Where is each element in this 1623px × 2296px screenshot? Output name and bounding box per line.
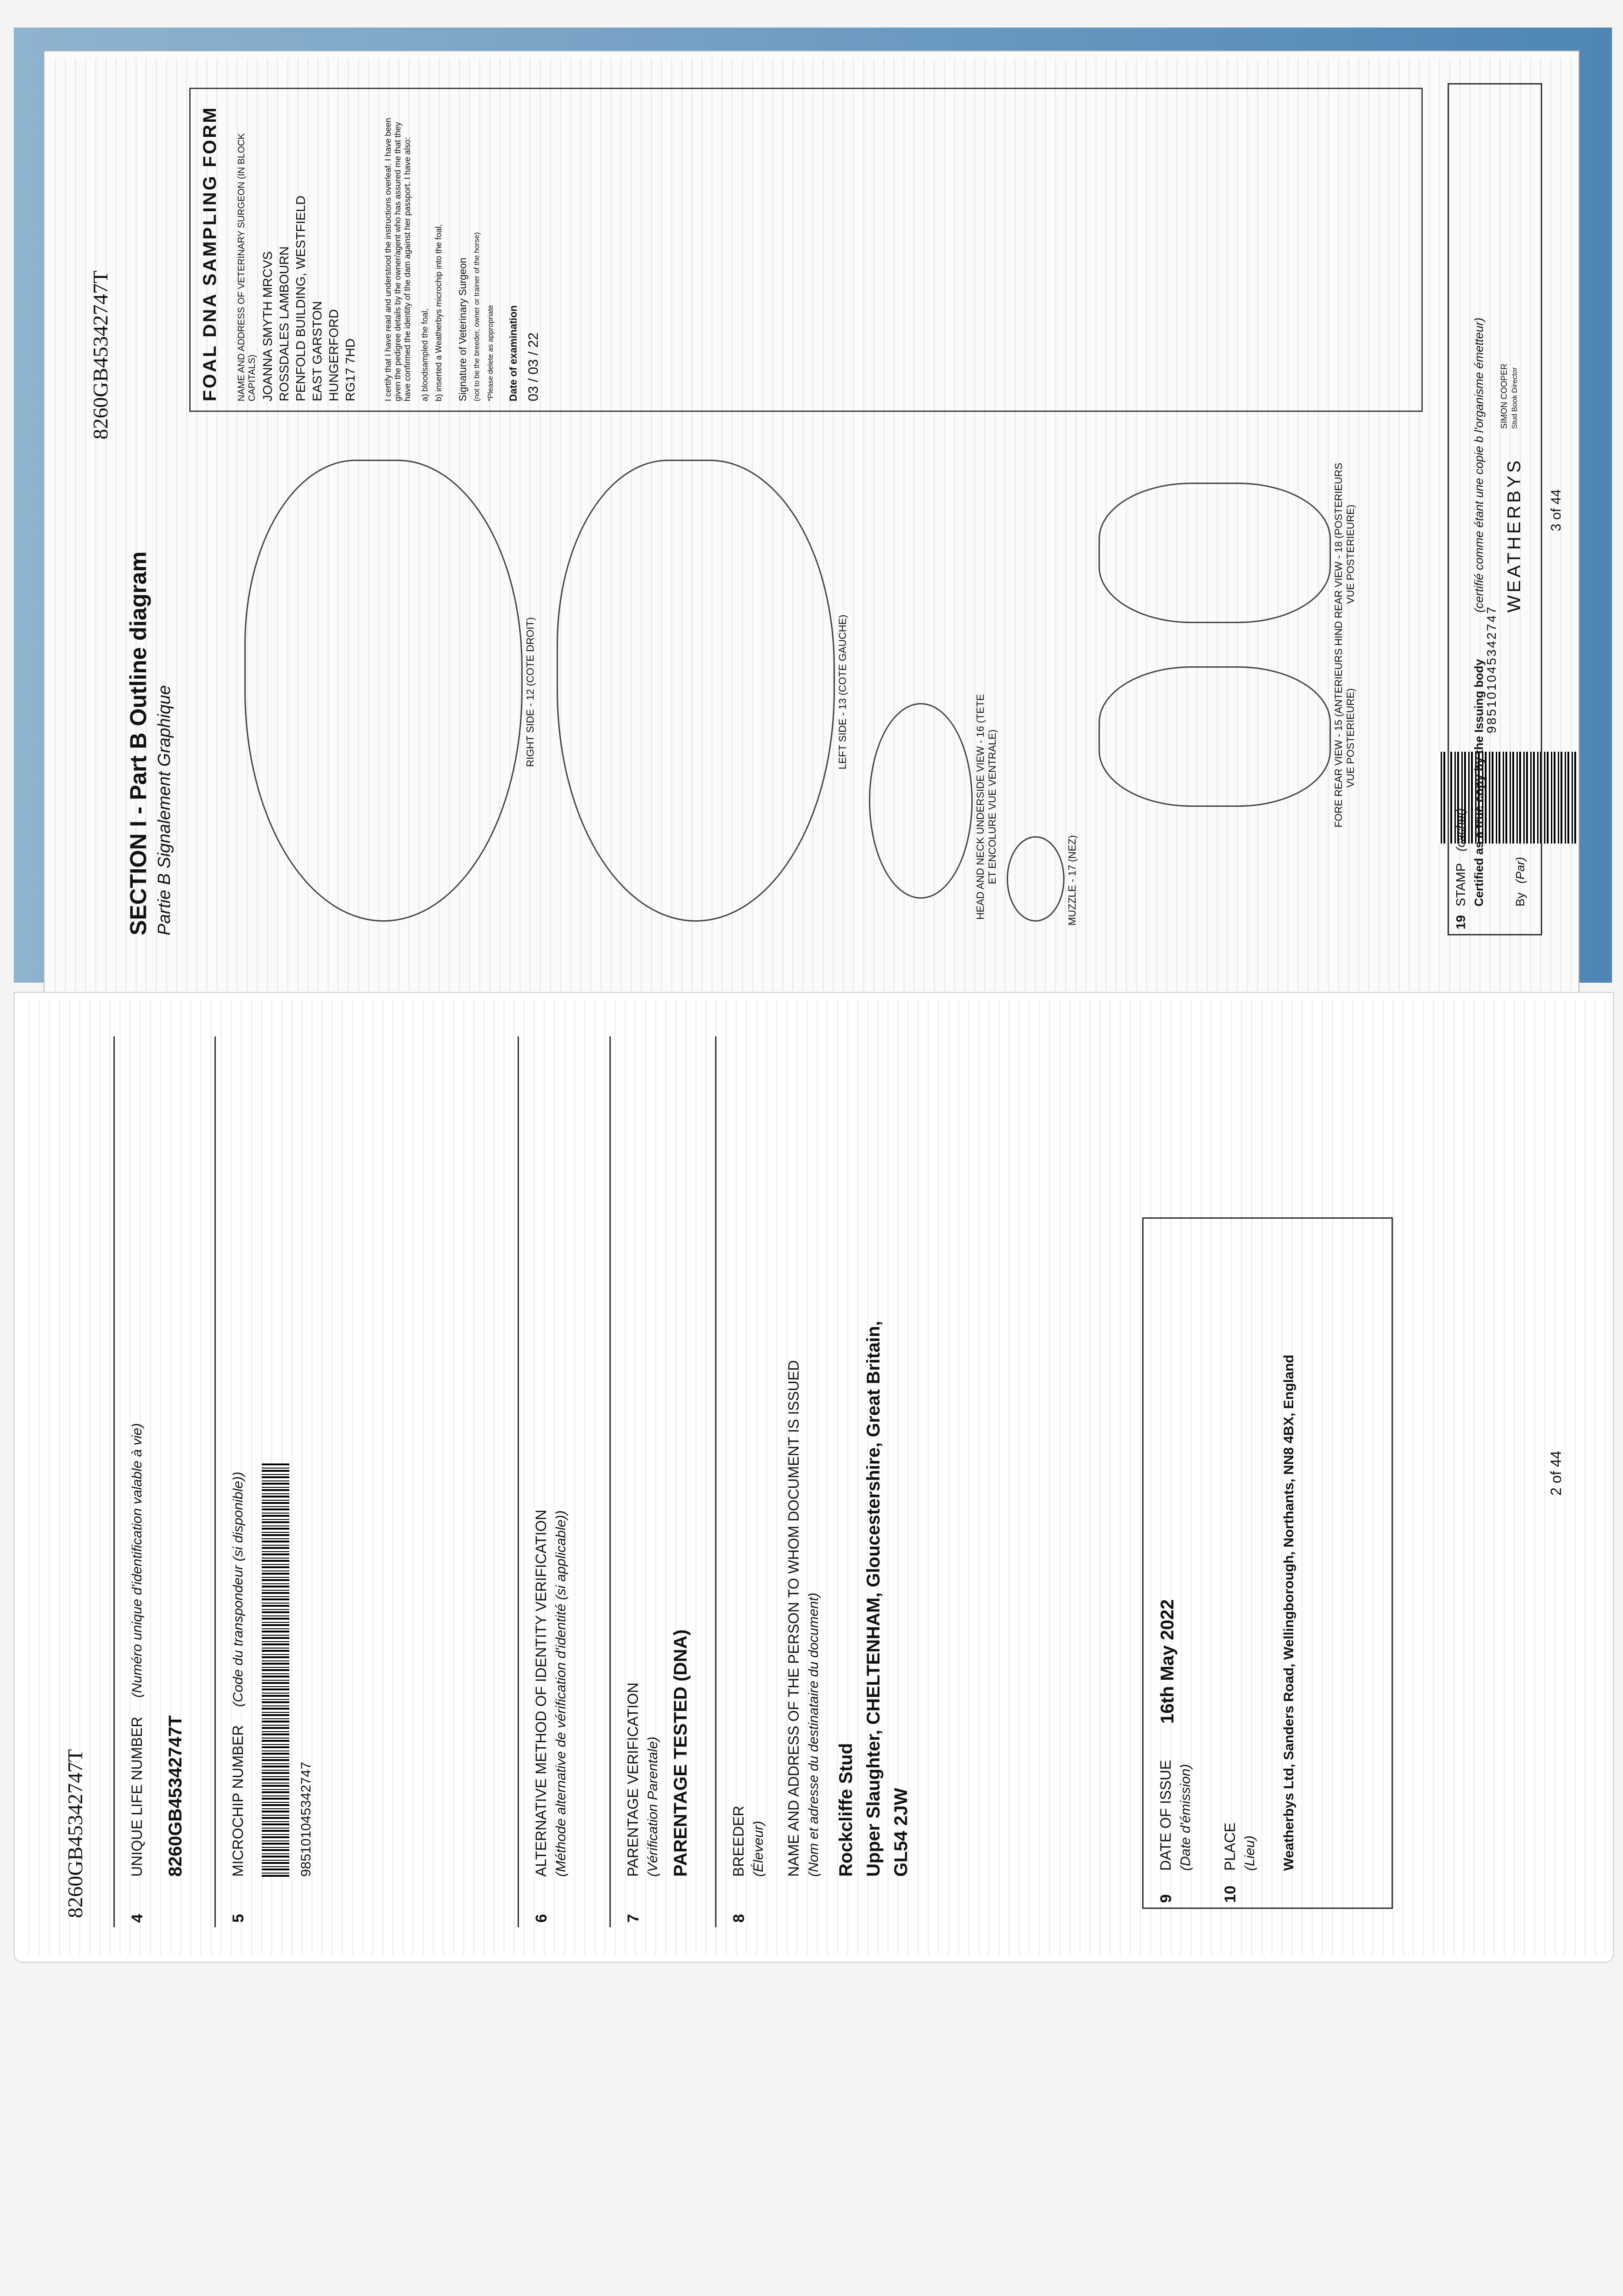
signature-label: Signature of Veterinary Surgeon — [457, 257, 468, 401]
hind-rear-outline — [1099, 483, 1331, 623]
weatherbys-logo: WEATHERBYS — [1504, 457, 1524, 613]
page-3-number: 3 of 44 — [1549, 489, 1564, 531]
muzzle-outline — [1007, 836, 1065, 922]
certified-text: Certified as a true copy by the Issuing body — [1472, 659, 1486, 906]
field-4-ueln: 4 UNIQUE LIFE NUMBER (Numéro unique d'identification valable à vie) 8260GB45342747T — [113, 1036, 216, 1927]
by-label: By — [1513, 892, 1527, 906]
field-6-alt-verification: 6 ALTERNATIVE METHOD OF IDENTITY VERIFICATION (Méthode alternative de vérification d'identité (si applicable)) — [518, 1036, 611, 1927]
fore-rear-outline — [1099, 666, 1331, 807]
address-line-1: Rockcliffe Stud — [836, 1743, 856, 1877]
barcode-number: 985101045342747 — [1484, 605, 1499, 733]
page-3-sheet — [51, 58, 1572, 990]
right-side-label: RIGHT SIDE - 12 (COTE DROIT) — [524, 617, 536, 767]
address-line-2: Upper Slaughter, CHELTENHAM, Gloucestershire, Great Britain, — [863, 1321, 884, 1877]
page-2-number: 2 of 44 — [1548, 1451, 1564, 1496]
head-neck-underside-outline — [869, 703, 973, 899]
field-7-parentage: 7 PARENTAGE VERIFICATION (Vérification Parentale) PARENTAGE TESTED (DNA) — [609, 1036, 716, 1927]
certify-b: b) inserted a Weatherbys microchip into the foal, — [434, 224, 443, 401]
exam-date-label: Date of examination — [507, 305, 519, 401]
field-8-breeder: 8 BREEDER (Éleveur) NAME AND ADDRESS OF THE PERSON TO WHOM DOCUMENT IS ISSUED (Nom et adresse du destinataire du document) Rockcliffe Stud Upper Slaughter, CHELTENHAM, Gloucestershire, Great Britain, GL54 2JW — [715, 1036, 1130, 1927]
signer-name: SIMON COOPER — [1499, 363, 1509, 429]
microchip-value: 985101045342747 — [299, 1761, 314, 1877]
signature-note: (not to be the breeder, owner or trainer of the horse) — [473, 232, 481, 401]
parentage-value: PARENTAGE TESTED (DNA) — [671, 1629, 691, 1877]
page-2-sheet — [22, 1000, 1606, 1955]
delete-note: *Please delete as appropriate — [487, 305, 495, 401]
muzzle-label: MUZZLE - 17 (NEZ) — [1066, 835, 1078, 926]
passport-page-3 — [44, 51, 1579, 998]
horse-left-side-outline — [557, 460, 835, 922]
form-title: FOAL DNA SAMPLING FORM — [200, 106, 220, 401]
vet-label: NAME AND ADDRESS OF VETERINARY SURGEON (IN BLOCK CAPITALS) — [237, 133, 257, 401]
stamp-label: STAMP — [1454, 863, 1468, 906]
ueln-value: 8260GB45342747T — [165, 1715, 186, 1877]
passport-page-2 — [14, 992, 1614, 1963]
issue-box: 9 DATE OF ISSUE (Date d'émission) 16th May 2022 10 PLACE (Lieu) Weatherbys Ltd, Sanders Road, Wellingborough, Northants, NN8 4BX, England — [1142, 1217, 1393, 1909]
head-neck-label: HEAD AND NECK UNDERSIDE VIEW - 16 (TETE ET ENCOLURE VUE VENTRALE) — [975, 694, 998, 920]
field-5-microchip: 5 MICROCHIP NUMBER (Code du transpondeur (si disponible)) 985101045342747 — [214, 1036, 354, 1927]
address-line-3: GL54 2JW — [891, 1788, 911, 1877]
address-label: NAME AND ADDRESS OF THE PERSON TO WHOM DOCUMENT IS ISSUED — [785, 1360, 802, 1877]
microchip-barcode — [262, 1463, 289, 1877]
issue-date: 16th May 2022 — [1157, 1599, 1178, 1724]
hind-rear-label: HIND REAR VIEW - 18 (POSTERIEURS VUE POSTERIEURE) — [1333, 462, 1356, 646]
certify-text: I certify that I have read and understood the instructions overleaf. I have been given the pedigree details by the owner/agent who has assured me that they have confirmed the identity of the dam against her passport. I have also: — [383, 118, 412, 401]
horse-right-side-outline — [244, 460, 523, 922]
stamp-box: 19 STAMP (cachet) Certified as a true copy by the Issuing body (certifié comme étant une copie b l'organisme émetteur) By (Par) WEATHERBYS SIMON COOPER Stud Book Director — [1448, 83, 1542, 935]
place-value: Weatherbys Ltd, Sanders Road, Wellingborough, Northants, NN8 4BX, England — [1281, 1354, 1296, 1871]
signer-role: Stud Book Director — [1511, 367, 1519, 429]
certify-a: a) bloodsampled the foal, — [420, 308, 429, 401]
page-2-ueln: 8260GB45342747T — [63, 1749, 87, 1918]
left-side-label: LEFT SIDE - 13 (COTE GAUCHE) — [837, 614, 848, 770]
section-title: SECTION I - Part B Outline diagram — [125, 551, 151, 935]
section-subtitle: Partie B Signalement Graphique — [155, 685, 174, 935]
vet-address: JOANNA SMYTH MRCVS ROSSDALES LAMBOURN PENFOLD BUILDING, WESTFIELD EAST GARSTON HUNGERFORD RG17 7HD — [260, 195, 357, 401]
foal-dna-sampling-form — [189, 88, 1423, 412]
page-3-ueln: 8260GB45342747T — [89, 270, 112, 439]
fore-rear-label: FORE REAR VIEW - 15 (ANTERIEURS VUE POSTERIEURE) — [1333, 648, 1356, 827]
exam-date: 03 / 03 / 22 — [526, 332, 541, 401]
